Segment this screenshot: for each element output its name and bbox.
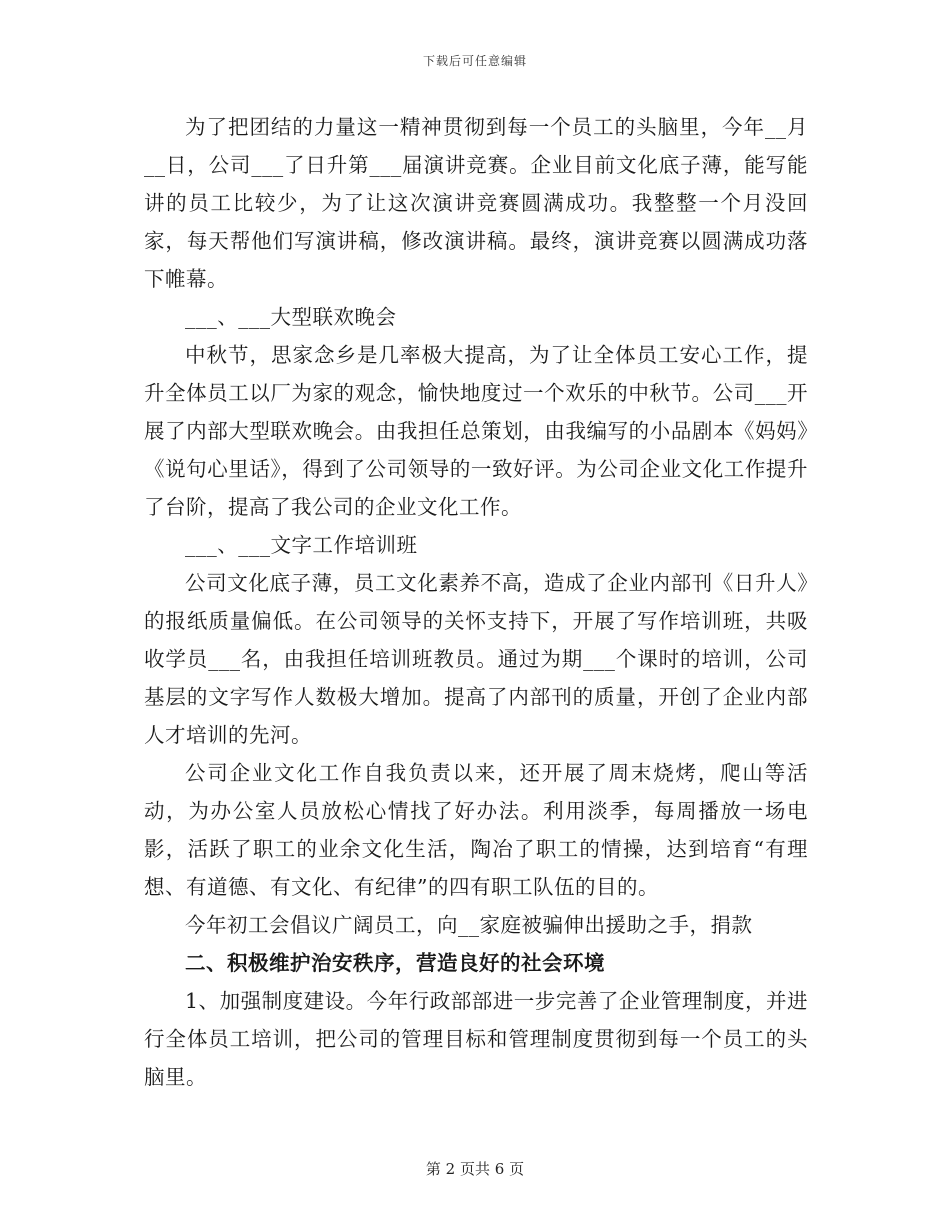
section-heading-security: 二、积极维护治安秩序，营造良好的社会环境	[185, 951, 605, 975]
subheading-writing-class: ___、___文字工作培训班	[185, 533, 418, 557]
paragraph-writing-class: 公司文化底子薄，员工文化素养不高，造成了企业内部刊《日升人》的报纸质量偏低。在公司领导的关怀支持下，开展了写作培训班，共吸收学员___名，由我担任培训班教员。通过为期___个课时的培训，公司基层的文字写作人数极大增加。提高了内部刊的质量，开创了企业内部人才培训的先河。	[144, 571, 808, 747]
paragraph-donation: 今年初工会倡议广阔员工，向__家庭被骗伸出援助之手，捐款	[185, 913, 753, 937]
page-header: 下载后可任意编辑	[422, 54, 527, 68]
paragraph-activities: 公司企业文化工作自我负责以来，还开展了周末烧烤，爬山等活动，为办公室人员放松心情找了好办法。利用淡季，每周播放一场电影，活跃了职工的业余文化生活，陶冶了职工的情操，达到培育“有理想、有道德、有文化、有纪律”的四有职工队伍的目的。	[144, 761, 808, 899]
document-body	[144, 108, 808, 1096]
paragraph-speech-contest: 为了把团结的力量这一精神贯彻到每一个员工的头脑里，今年__月__日，公司___了日升第___届演讲竞赛。企业目前文化底子薄，能写能讲的员工比较少，为了让这次演讲竞赛圆满成功。我整整一个月没回家，每天帮他们写演讲稿，修改演讲稿。最终，演讲竞赛以圆满成功落下帷幕。	[144, 115, 808, 291]
page-footer: 第 2 页共 6 页	[425, 1160, 525, 1178]
paragraph-mid-autumn-gala: 中秋节，思家念乡是几率极大提高，为了让全体员工安心工作，提升全体员工以厂为家的观念，愉快地度过一个欢乐的中秋节。公司___开展了内部大型联欢晚会。由我担任总策划，由我编写的小品剧本《妈妈》《说句心里话》，得到了公司领导的一致好评。为公司企业文化工作提升了台阶，提高了我公司的企业文化工作。	[144, 343, 808, 519]
paragraph-system-building: 1、加强制度建设。今年行政部部进一步完善了企业管理制度，并进行全体员工培训，把公司的管理目标和管理制度贯彻到每一个员工的头脑里。	[144, 989, 808, 1089]
subheading-gala: ___、___大型联欢晚会	[185, 305, 397, 329]
